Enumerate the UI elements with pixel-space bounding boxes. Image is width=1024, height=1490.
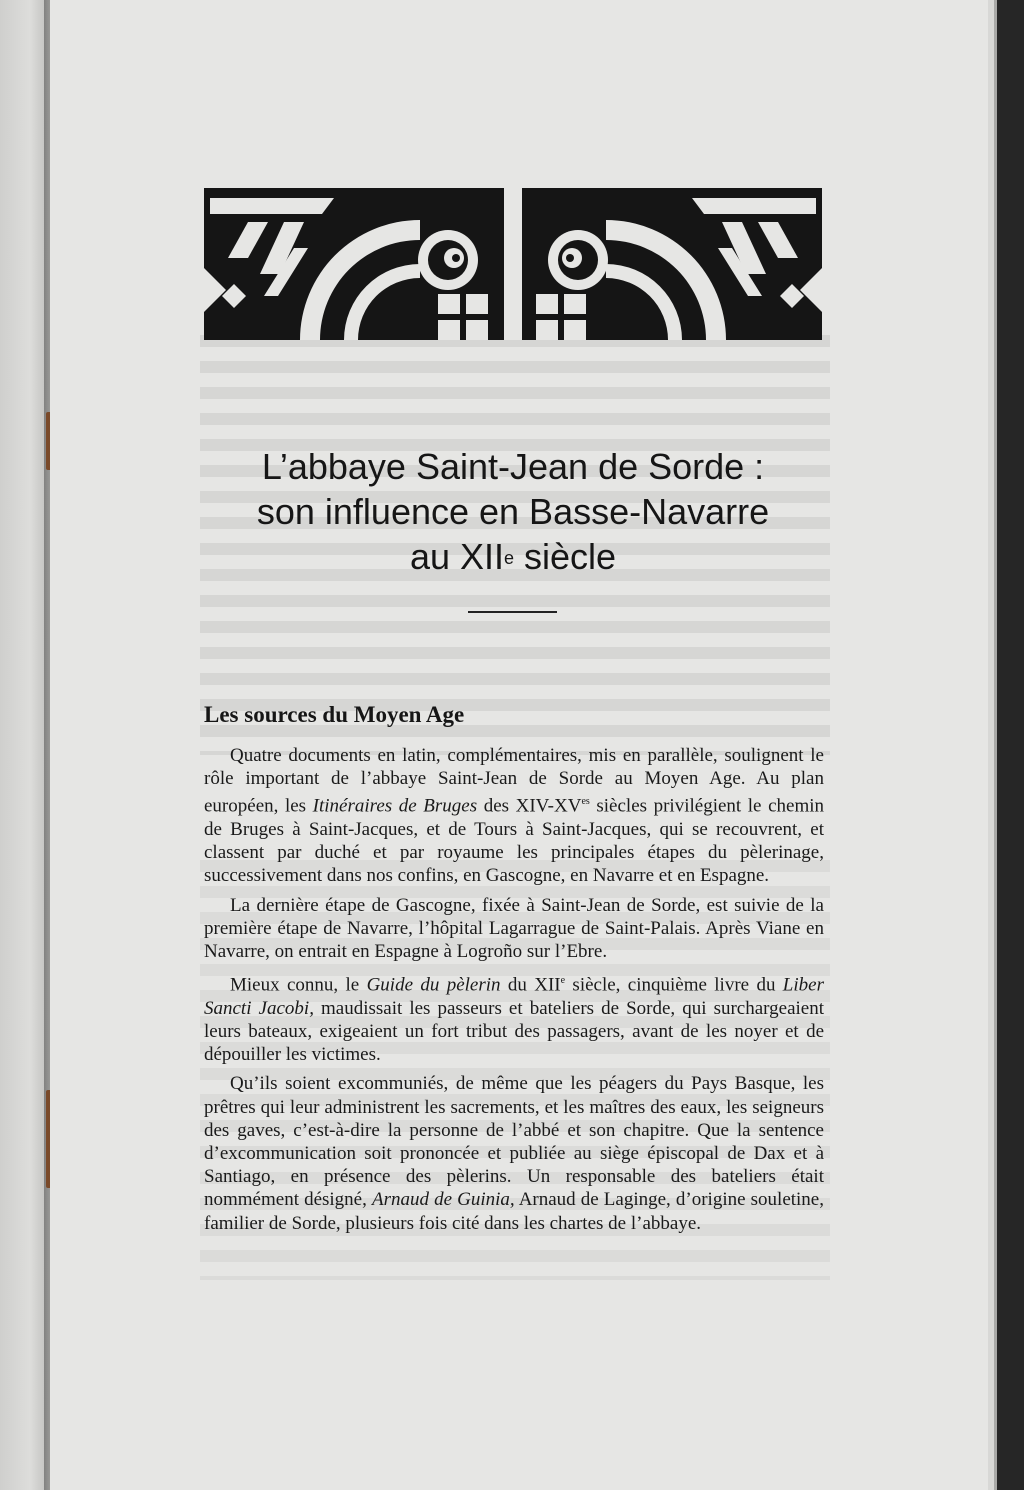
- paragraph-3: [204, 969, 824, 1066]
- body-text: [204, 744, 824, 1241]
- title-century: au XII: [409, 536, 504, 577]
- page-title: [200, 444, 826, 579]
- paragraph-1-text-a: Quatre documents en latin, complémentaires, mis en parallèle, soulignent le rôle important de l’abbaye Saint-Jean de Sorde au Moyen Age. Au plan européen, les: [204, 745, 824, 817]
- title-line-1: L’abbaye Saint-Jean de Sorde :: [261, 446, 765, 487]
- title-line-3: [200, 534, 826, 579]
- paragraph-1-text-c: siècles privilégient le chemin de Bruges à Saint-Jacques, et de Tours à Saint-Jacques, qui se recouvrent, et classent par duché et par royaume les principales étapes du pèlerinage, successivement dans nos confins, en Gascogne, en Navarre et en Espagne.: [204, 795, 825, 887]
- title-divider: [468, 611, 557, 613]
- paragraph-1-sup: es: [581, 796, 590, 808]
- liber-title: Liber Sancti Jacobi,: [204, 974, 824, 1019]
- section-heading: Les sources du Moyen Age: [204, 702, 465, 727]
- paragraph-3-text-b: du XII: [500, 974, 561, 996]
- title-siecle: siècle: [514, 536, 617, 577]
- paragraph-4-text-b: Arnaud de Laginge, d’origine souletine, familier de Sorde, plusieurs fois cité dans les chartes de l’abbaye.: [204, 1189, 824, 1234]
- left-page-edge: [0, 0, 50, 1490]
- page-edge-dark: [997, 0, 1024, 1490]
- ornament-icon: [204, 188, 822, 340]
- paragraph-4: [204, 1072, 824, 1234]
- paragraph-3-sup: e: [560, 975, 566, 987]
- title-line-2: son influence en Basse-Navarre: [256, 491, 770, 532]
- paragraph-3-text-c: siècle, cinquième livre du: [565, 974, 783, 996]
- itineraires-title: Itinéraires de Bruges: [312, 795, 478, 817]
- title-century-sup: e: [504, 548, 515, 568]
- guide-title: Guide du pèlerin: [366, 974, 501, 996]
- paragraph-3-text-d: maudissait les passeurs et bateliers de Sorde, qui surchargeaient leurs bateaux, exigeaient un fort tribut des passagers, avant de les noyer et de dépouiller les victimes.: [204, 997, 824, 1066]
- paragraph-1: [204, 744, 824, 888]
- paragraph-3-text-a: Mieux connu, le: [230, 974, 367, 996]
- arnaud-name: Arnaud de Guinia,: [371, 1189, 515, 1211]
- paragraph-1-text-b: des XIV-XV: [477, 795, 582, 817]
- paragraph-4-text-a: Qu’ils soient excommuniés, de même que les péagers du Pays Basque, les prêtres qui leur administrent les sacrements, et les maîtres des eaux, les seigneurs des gaves, c’est-à-dire la personne de l’abbé et son chapitre. Que la sentence d’excommunication soit prononcée et publiée au siège épiscopal de Dax et à Santiago, en présence des pèlerins. Un responsable des bateliers était nommément désigné,: [204, 1073, 824, 1211]
- paragraph-2: La dernière étape de Gascogne, fixée à Saint-Jean de Sorde, est suivie de la première étape de Navarre, l’hôpital Lagarrague de Saint-Palais. Après Viane en Navarre, on entrait en Espagne à Logroño sur l’Ebre.: [204, 894, 824, 962]
